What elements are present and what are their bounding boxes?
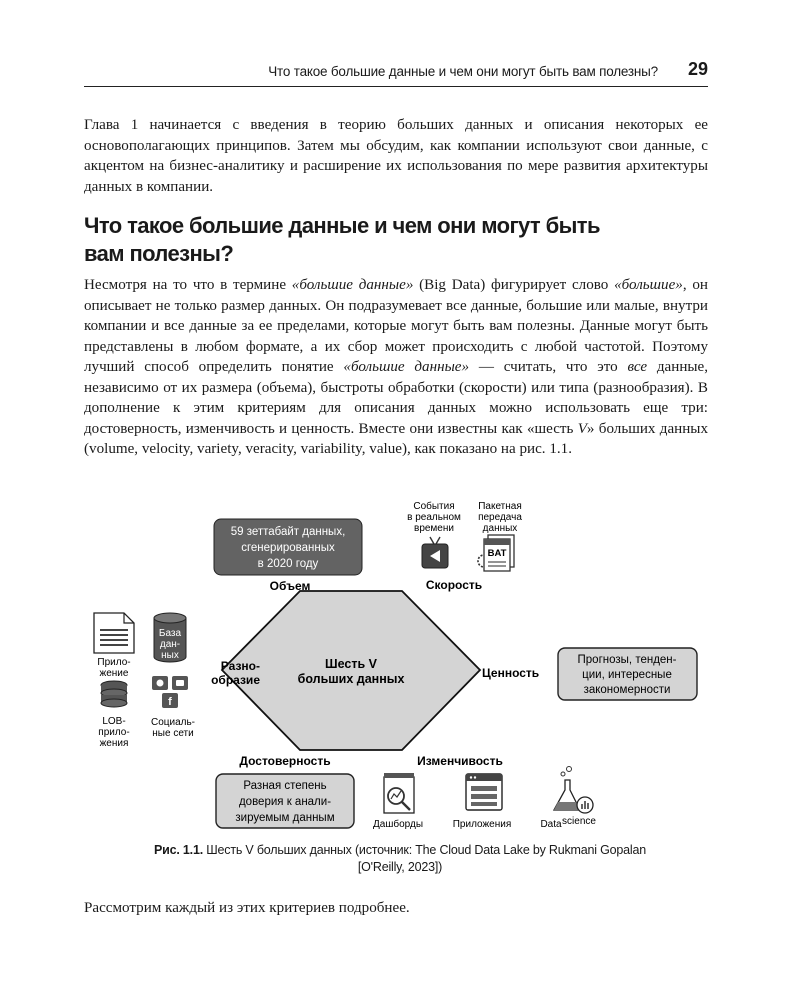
section-heading: Что такое большие данные и чем они могут быть вам полезны? [84,213,600,266]
realtime-events-label-line2: в реальном [407,512,461,523]
app-window-icon [466,774,502,810]
emphasis-term: «большие данные» [343,359,470,375]
text-run: » больших данных (volume, velocity, variety, veracity, variability, value), как показано на рис. 1.1. [84,420,708,457]
hexagon-title-line2: больших данных [297,672,405,686]
emphasis-term: «большие данные» [291,277,414,293]
database-item [154,613,186,662]
veracity-callout-line1: Разная степень [243,780,327,792]
text-run: , он описывает не только размер данных. Он подразумевает все данные, большие или малые, внутри компании и все данные за ее пределами, которые могут быть вам полезны. Данные могут быть представлены в любом формате, а их сбор может происходить с любой частотой. Поэтому лучший способ определить понятие [84,277,708,375]
label-value: Ценность [482,666,540,680]
database-label-line1: База [158,628,182,639]
emphasis-term: все [627,359,648,375]
emphasis-term: «большие» [614,277,683,293]
document-app-label-line1: Прило- [97,657,131,668]
applications-item [453,774,512,830]
batch-label-line1: Пакетная [478,501,522,512]
lob-label-line1: LOB- [102,716,126,727]
text-run: — считать, что это [469,359,628,375]
realtime-events-item [407,500,461,568]
lob-label-line3: жения [99,738,129,749]
volume-callout-line3: в 2020 году [257,558,319,570]
dashboards-label: Дашборды [373,819,423,830]
data-science-label-part1: Data [540,819,562,830]
label-variety-line1: Разно- [220,659,260,673]
running-title: Что такое большие данные и чем они могут быть вам полезны? [268,64,658,79]
realtime-events-label-line1: События [413,501,455,512]
caption-text: Шесть V больших данных (источник: The Cloud Data Lake by Rukmani Gopalan [O'Reilly, 2023]) [202,843,646,874]
veracity-callout-line3: зируемым данным [235,812,335,824]
flask-chart-icon [554,767,593,814]
text-run: данные, независимо от их размера (объема), быстроты обработки (скорости) или типа (разнообразия). В дополнение к этим критериям для описания данных можно использовать еще три: достоверность, изменчивость и ценность. Вместе они известны как «шесть [84,359,709,437]
batch-transfer-item [478,501,522,571]
volume-callout-line1: 59 зеттабайт данных, [230,526,346,538]
value-callout-line1: Прогнозы, тенден- [577,654,677,666]
volume-callout [214,519,362,575]
document-icon [94,613,134,653]
social-media-icon [152,676,188,708]
data-science-item [540,767,596,831]
section-paragraph [84,275,708,460]
document-app-label-line2: жение [99,668,129,679]
batch-label-line3: данных [482,523,518,534]
lob-label-line2: прило- [98,727,130,738]
figure-caption [140,842,660,876]
veracity-callout [216,774,354,828]
label-volume: Объем [269,579,311,593]
database-label-line2: дан- [159,639,181,650]
data-science-label-part2: science [562,816,596,827]
dashboards-item [373,773,423,830]
label-veracity: Достоверность [239,754,331,768]
value-callout-line2: ции, интересные [582,669,672,681]
dashboard-icon [384,773,414,813]
social-networks-item [151,676,195,739]
social-label-line1: Социаль- [150,717,196,728]
batch-icon-text: BAT [487,548,507,559]
text-run: Несмотря на то что в термине [84,277,292,293]
lob-apps-item [98,681,129,749]
social-label-line2: ные сети [152,728,194,739]
intro-paragraph: Глава 1 начинается с введения в теорию больших данных и описания некоторых ее основополагающих принципов. Затем мы обсудим, как компании используют свои данные, с акцентом на бизнес-аналитику и расширение их использования по мере развития архитектуры данных в компании. [84,117,708,195]
realtime-events-label-line3: времени [414,523,454,534]
running-header [84,59,708,87]
value-callout [558,648,697,700]
page-number: 29 [687,59,708,79]
label-velocity: Скорость [425,578,483,592]
label-variability: Изменчивость [417,754,503,768]
svg-text:f: f [168,696,172,708]
text-run: (Big Data) фигурирует слово [413,277,615,293]
server-stack-icon [101,681,127,707]
value-callout-line3: закономерности [583,684,671,696]
label-variety-line2: образие [211,673,260,687]
closing-paragraph: Рассмотрим каждый из этих критериев подробнее. [84,900,410,916]
database-label-line3: ных [161,650,179,661]
six-v-diagram [80,490,720,835]
applications-label: Приложения [452,819,512,830]
batch-file-icon [478,535,514,571]
video-play-icon [422,537,448,568]
emphasis-term: V [577,420,587,437]
hexagon-title-line1: Шесть V [325,657,377,671]
caption-label: Рис. 1.1. [154,843,203,857]
batch-label-line2: передача [478,512,522,523]
volume-callout-line2: сгенерированных [241,542,335,554]
veracity-callout-line2: доверия к анали- [238,796,332,808]
document-app-item [94,613,134,679]
